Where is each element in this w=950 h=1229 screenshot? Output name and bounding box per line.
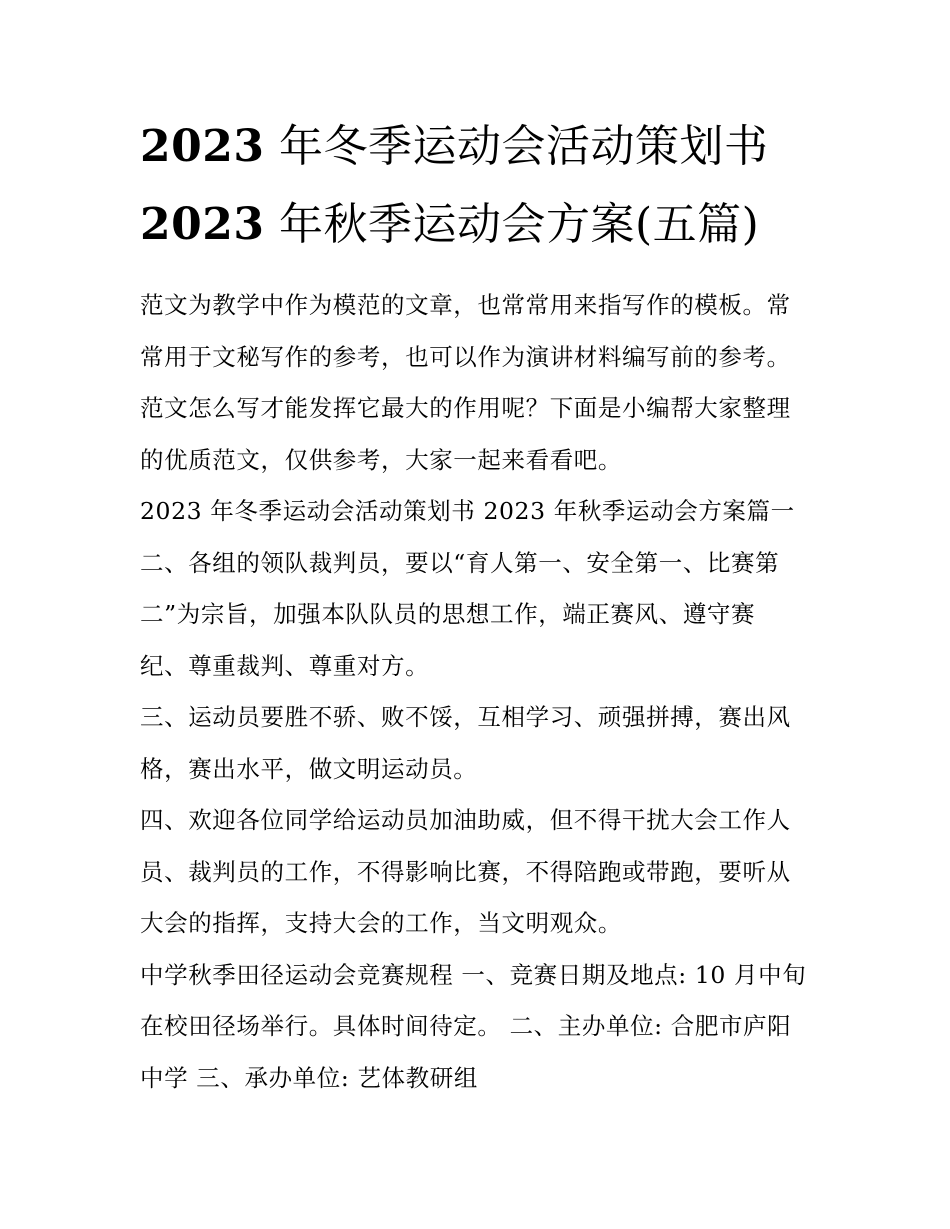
title-year-2: 2023 xyxy=(140,199,265,250)
body-line: 在校田径场举行。具体时间待定。 二、主办单位: 合肥市庐阳 xyxy=(140,1012,792,1040)
body-line: 员、裁判员的工作，不得影响比赛，不得陪跑或带跑，要听从 xyxy=(140,857,791,886)
document-title-line-1 xyxy=(140,122,820,172)
body-line: 中学 三、承办单位: 艺体教研组 xyxy=(140,1063,478,1092)
body-line: 的优质范文，仅供参考，大家一起来看看吧。 xyxy=(140,445,622,474)
body-line: 四、欢迎各位同学给运动员加油助威，但不得干扰大会工作人 xyxy=(140,806,791,834)
body-line: 2023 年冬季运动会活动策划书 2023 年秋季运动会方案篇一 xyxy=(140,497,795,525)
title-text-1: 年冬季运动会活动策划书 xyxy=(264,121,769,172)
document-body xyxy=(140,280,820,1104)
body-line: 范文为教学中作为模范的文章，也常常用来指写作的模板。常 xyxy=(140,291,791,319)
body-line: 中学秋季田径运动会竞赛规程 一、竞赛日期及地点: 10 月中旬 xyxy=(140,960,807,989)
title-text-2: 年秋季运动会方案(五篇) xyxy=(264,199,760,250)
body-line: 大会的指挥，支持大会的工作，当文明观众。 xyxy=(140,909,622,937)
body-line: 纪、尊重裁判、尊重对方。 xyxy=(140,651,430,680)
body-line: 二、各组的领队裁判员，要以“育人第一、安全第一、比赛第 xyxy=(140,548,780,577)
body-line: 二”为宗旨，加强本队队员的思想工作，端正赛风、遵守赛 xyxy=(140,600,756,628)
body-line: 常用于文秘写作的参考，也可以作为演讲材料编写前的参考。 xyxy=(140,342,791,371)
document-title-line-2 xyxy=(140,200,820,250)
title-year-1: 2023 xyxy=(140,121,265,172)
body-line: 三、运动员要胜不骄、败不馁，互相学习、顽强拼搏，赛出风 xyxy=(140,703,791,731)
body-line: 格，赛出水平，做文明运动员。 xyxy=(140,754,478,783)
body-line: 范文怎么写才能发挥它最大的作用呢？下面是小编帮大家整理 xyxy=(140,394,791,422)
